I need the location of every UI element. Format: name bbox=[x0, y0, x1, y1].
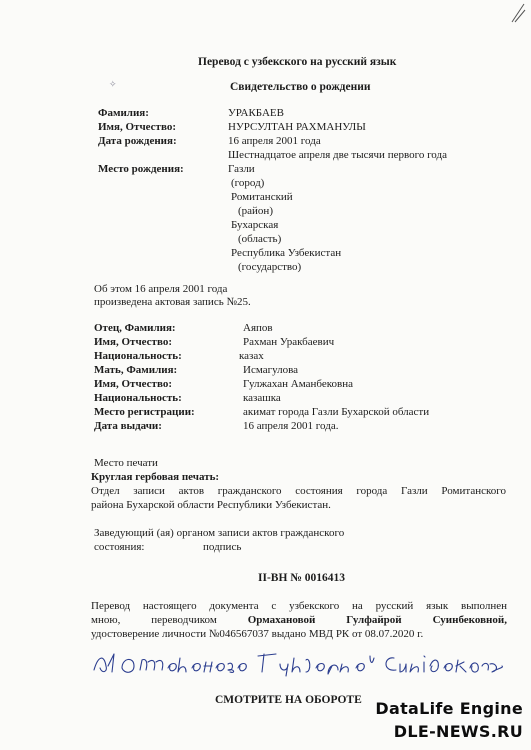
pob-line: (область) bbox=[238, 233, 282, 245]
mother-name-label: Имя, Отчество: bbox=[94, 378, 172, 390]
translation-note-line-2 bbox=[91, 614, 507, 626]
mother-nationality-label: Национальность: bbox=[94, 392, 182, 404]
father-name-label: Имя, Отчество: bbox=[94, 336, 172, 348]
registration-place-label: Место регистрации: bbox=[94, 406, 195, 418]
name-label: Имя, Отчество: bbox=[98, 121, 176, 133]
name-value: НУРСУЛТАН РАХМАНУЛЫ bbox=[228, 121, 366, 133]
mother-name-value: Гулжахан Аманбековна bbox=[243, 378, 353, 390]
translation-note-word: мною, bbox=[91, 614, 121, 626]
registration-place-value: акимат города Газли Бухарской области bbox=[243, 406, 430, 418]
pob-label: Место рождения: bbox=[98, 163, 184, 175]
dob-label: Дата рождения: bbox=[98, 135, 177, 147]
seal-place: Место печати bbox=[94, 457, 158, 469]
translator-surname: Ормахановой bbox=[247, 614, 316, 626]
father-nationality-label: Национальность: bbox=[94, 350, 182, 362]
head-signature-caption: подпись bbox=[203, 541, 242, 553]
document-title: Свидетельство о рождении bbox=[230, 81, 371, 93]
translator-patronymic: Суинбековной, bbox=[432, 614, 507, 626]
pob-line: (город) bbox=[231, 177, 265, 189]
dob-words-value: Шестнадцатое апреля две тысячи первого года bbox=[228, 149, 447, 161]
surname-label: Фамилия: bbox=[98, 107, 149, 119]
mother-surname-label: Мать, Фамилия: bbox=[94, 364, 178, 376]
seal-title: Круглая гербовая печать: bbox=[91, 471, 220, 483]
father-surname-label: Отец, Фамилия: bbox=[94, 322, 176, 334]
pob-line: Республика Узбекистан bbox=[231, 247, 342, 259]
mother-surname-value: Исмагулова bbox=[243, 364, 299, 376]
issue-date-value: 16 апреля 2001 года. bbox=[243, 420, 339, 432]
watermark-line-2: DLE-NEWS.RU bbox=[393, 722, 523, 741]
pob-line: Газли bbox=[228, 163, 255, 175]
seal-text-line-2: района Бухарской области Республики Узбекистан. bbox=[91, 499, 331, 511]
document-serial-number: II-ВН № 0016413 bbox=[258, 572, 345, 584]
dob-value: 16 апреля 2001 года bbox=[228, 135, 321, 147]
translation-note-line-1: Перевод настоящего документа с узбекского на русский язык выполнен bbox=[91, 600, 507, 612]
translator-first-name: Гулфайрой bbox=[346, 614, 402, 626]
handwritten-signature bbox=[88, 648, 508, 678]
issue-date-label: Дата выдачи: bbox=[94, 420, 162, 432]
translation-title: Перевод с узбекского на русский язык bbox=[198, 56, 397, 68]
corner-scribble-icon bbox=[509, 2, 527, 24]
head-signature-line-1: Заведующий (ая) органом записи актов гражданского bbox=[94, 527, 345, 539]
father-surname-value: Аяпов bbox=[243, 322, 273, 334]
translation-note-word: переводчиком bbox=[151, 614, 217, 626]
head-signature-position: состояния: bbox=[94, 541, 145, 553]
pob-line: Бухарская bbox=[231, 219, 279, 231]
translation-note-line-3: удостоверение личности №046567037 выдано МВД РК от 08.07.2020 г. bbox=[91, 628, 424, 640]
see-reverse-footer: СМОТРИТЕ НА ОБОРОТЕ bbox=[215, 694, 362, 706]
pob-line: (район) bbox=[238, 205, 273, 217]
record-line-2: произведена актовая запись №25. bbox=[94, 296, 251, 308]
ink-dot-icon: ✧ bbox=[109, 79, 117, 89]
mother-nationality-value: казашка bbox=[243, 392, 281, 404]
surname-value: УРАКБАЕВ bbox=[228, 107, 284, 119]
record-line-1: Об этом 16 апреля 2001 года bbox=[94, 283, 228, 295]
seal-text-line-1: Отдел записи актов гражданского состояния города Газли Ромитанского bbox=[91, 485, 506, 497]
watermark-line-1: DataLife Engine bbox=[375, 699, 523, 718]
pob-line: (государство) bbox=[238, 261, 302, 273]
pob-line: Ромитанский bbox=[231, 191, 293, 203]
father-nationality-value: казах bbox=[239, 350, 264, 362]
father-name-value: Рахман Уракбаевич bbox=[243, 336, 335, 348]
